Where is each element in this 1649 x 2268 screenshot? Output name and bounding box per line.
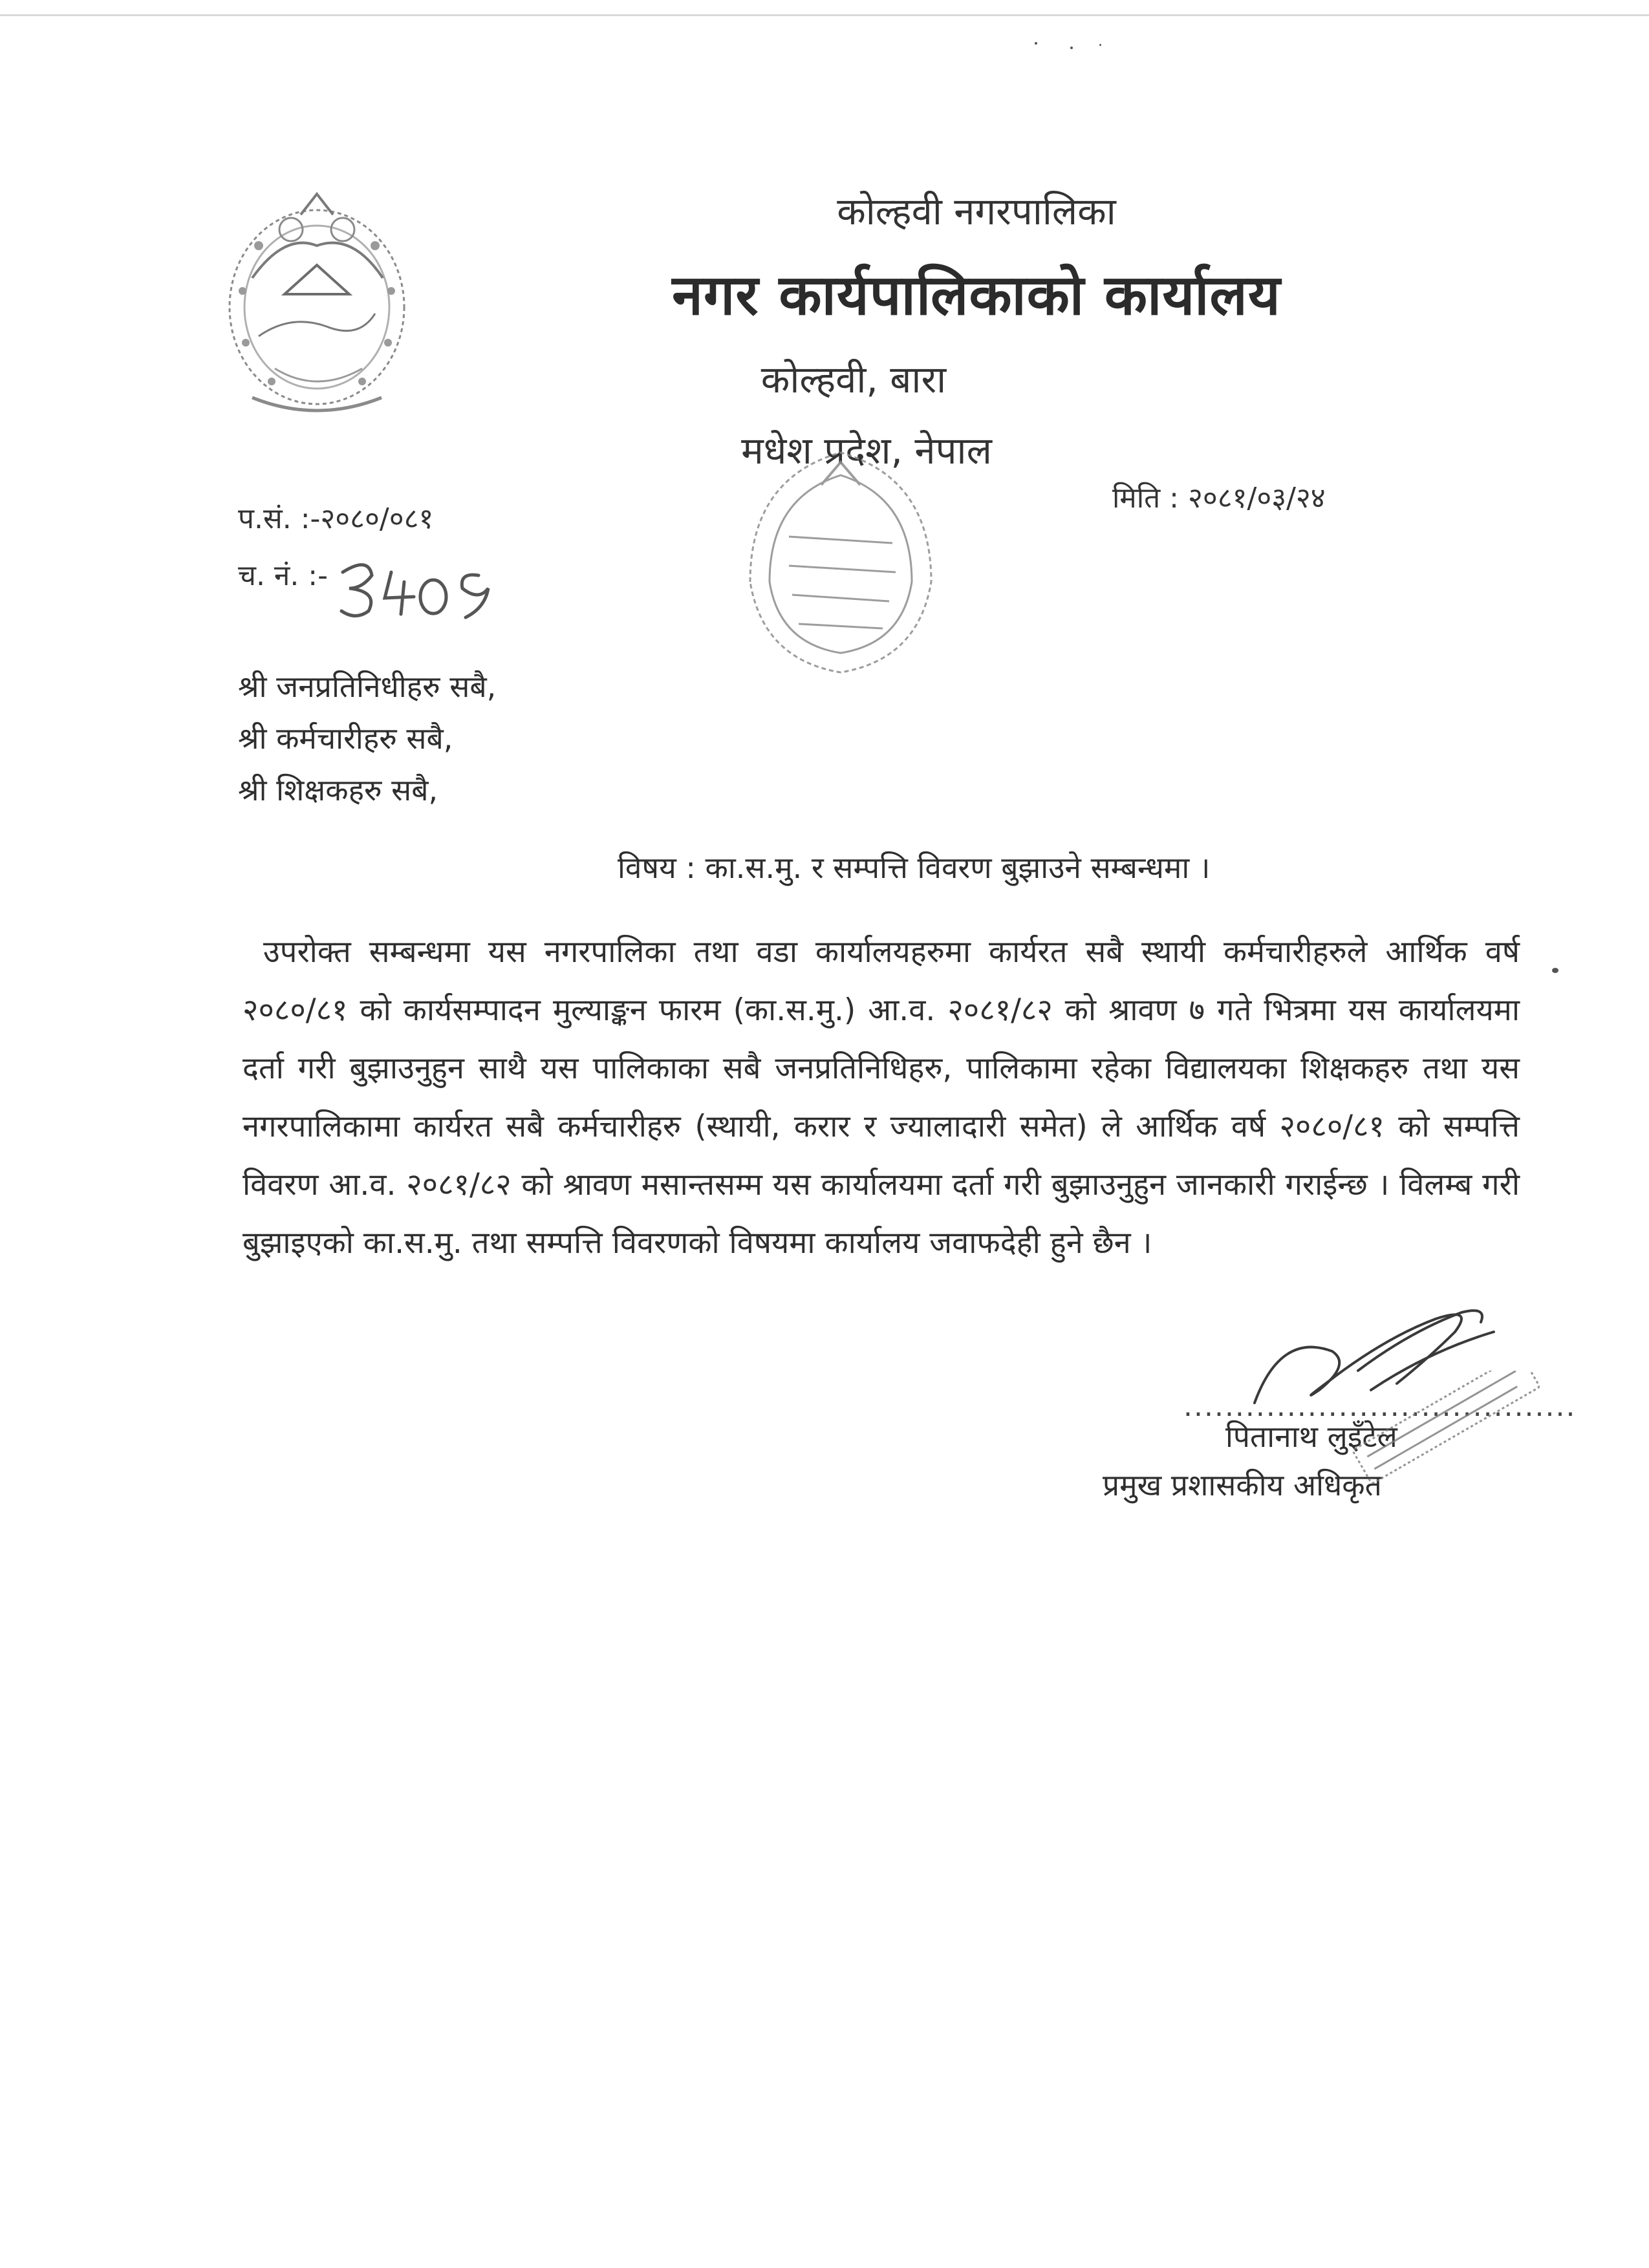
recipient-line: श्री कर्मचारीहरु सबै,	[238, 721, 453, 756]
signatory-name-stamp-icon	[1274, 1371, 1578, 1565]
signatory-title: प्रमुख प्रशासकीय अधिकृत	[1103, 1468, 1382, 1503]
signature-block	[1103, 1293, 1577, 1565]
scan-speck	[1099, 44, 1101, 46]
patra-sankhya: प.सं. :-२०८०/०८१	[238, 502, 434, 535]
recipient-line: श्री शिक्षकहरु सबै,	[238, 773, 438, 808]
office-title: नगर कार्यपालिकाको कार्यालय	[672, 263, 1281, 328]
signatory-name: पितानाथ लुइँटेल	[1225, 1419, 1397, 1454]
province-country: मधेश प्रदेश, नेपाल	[741, 429, 992, 473]
handwritten-chalani-number	[336, 553, 504, 624]
letter-body: उपरोक्त सम्बन्धमा यस नगरपालिका तथा वडा कार्यालयहरुमा कार्यरत सबै स्थायी कर्मचारीहरुले आर्थिक वर्ष २०८०/८१ को कार्यसम्पादन मुल्याङ्कन फारम (का.स.मु.) आ.व. २०८१/८२ को श्रावण ७ गते भित्रमा यस कार्यालयमा दर्ता गरी बुझाउनुहुन साथै यस पालिकाका सबै जनप्रतिनिधिहरु, पालिकामा रहेका विद्यालयका शिक्षकहरु तथा यस नगरपालिकामा कार्यरत सबै कर्मचारीहरु (स्थायी, करार र ज्यालादारी समेत) ले आर्थिक वर्ष २०८०/८१ को सम्पत्ति विवरण आ.व. २०८१/८२ को श्रावण मसान्तसम्म यस कार्यालयमा दर्ता गरी बुझाउनुहुन जानकारी गराईन्छ । विलम्ब गरी बुझाइएको का.स.मु. तथा सम्पत्ति विवरणको विषयमा कार्यालय जवाफदेही हुने छैन ।	[242, 934, 1520, 1261]
signature-dotted-line: ......................................	[1183, 1390, 1577, 1423]
letter-subject: विषय : का.स.मु. र सम्पत्ति विवरण बुझाउने सम्बन्धमा ।	[618, 850, 1211, 885]
round-office-seal-icon	[724, 427, 957, 685]
nepal-government-emblem-icon	[213, 175, 420, 427]
scan-speck	[1035, 42, 1037, 45]
municipality-name: कोल्हवी नगरपालिका	[837, 189, 1116, 233]
scan-speck	[1070, 47, 1073, 49]
scan-edge-line	[0, 14, 1649, 16]
office-location: कोल्हवी, बारा	[760, 358, 947, 401]
letter-date: मिति : २०८१/०३/२४	[1112, 482, 1326, 515]
scan-speck	[1552, 968, 1558, 973]
chalani-number-label: च. नं. :-	[238, 559, 329, 592]
recipient-line: श्री जनप्रतिनिधीहरु सबै,	[238, 669, 497, 704]
